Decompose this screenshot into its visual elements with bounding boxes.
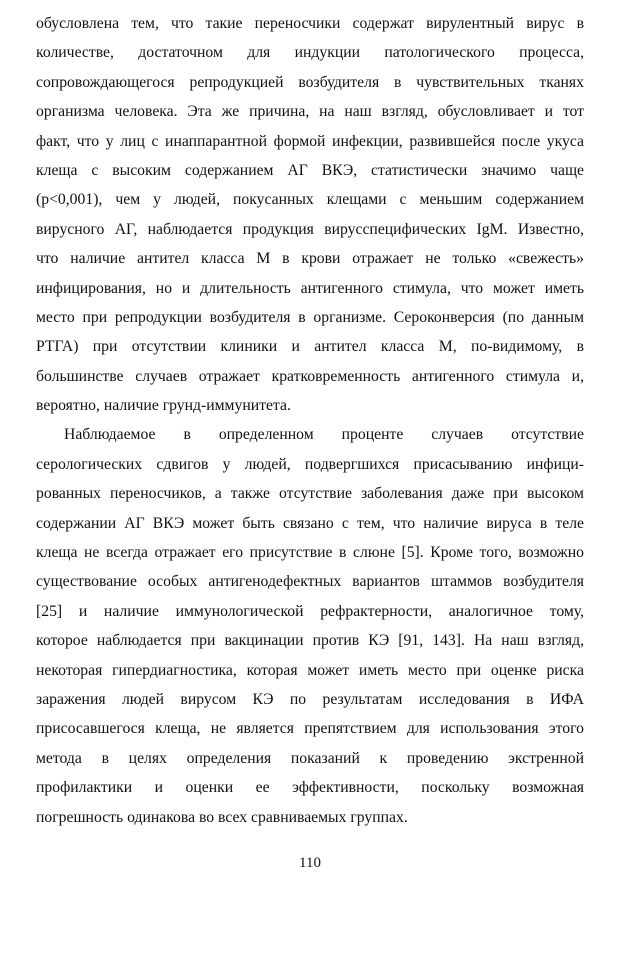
text-line: сопровождающегося репродукцией возбудителя в чувствительных тканях <box>36 73 584 91</box>
text-line: существование особых антигенодефектных вариантов штаммов возбудителя <box>36 573 584 591</box>
paragraph-2 <box>36 420 584 831</box>
text-line: клеща не всегда отражает его присутствие в слюне [5]. Кроме того, возможно <box>36 544 584 562</box>
text-line: присосавшегося клеща, не является препятствием для использования этого <box>36 720 584 738</box>
paragraph-1 <box>36 9 584 420</box>
text-line: содержании АГ ВКЭ может быть связано с тем, что наличие вируса в теле <box>36 514 584 532</box>
text-line: место при репродукции возбудителя в организме. Сероконверсия (по данным <box>36 308 584 326</box>
text-line: которое наблюдается при вакцинации против КЭ [91, 143]. На наш взгляд, <box>36 632 584 650</box>
text-line: некоторая гипердиагностика, которая может иметь место при оценке риска <box>36 661 584 679</box>
text-line: вероятно, наличие грунд-иммунитета. <box>36 397 291 415</box>
text-line: факт, что у лиц с инаппарантной формой инфекции, развившейся после укуса <box>36 132 584 150</box>
page-number: 110 <box>299 855 321 871</box>
text-line: погрешность одинакова во всех сравниваемых группах. <box>36 808 408 826</box>
text-line: РТГА) при отсутствии клиники и антител класса М, по-видимому, в <box>36 338 584 356</box>
text-line: профилактики и оценки ее эффективности, поскольку возможная <box>36 779 584 797</box>
text-line: обусловлена тем, что такие переносчики содержат вирулентный вирус в <box>36 15 584 32</box>
text-line: клеща с высоким содержанием АГ ВКЭ, статистически значимо чаще <box>36 161 584 179</box>
text-line: [25] и наличие иммунологической рефрактерности, аналогичное тому, <box>36 602 584 620</box>
text-line: что наличие антител класса М в крови отражает не только «свежесть» <box>36 250 584 268</box>
text-line: рованных переносчиков, а также отсутствие заболевания даже при высоком <box>36 485 584 503</box>
text-line: организма человека. Эта же причина, на наш взгляд, обусловливает и тот <box>36 103 584 121</box>
text-line: (р<0,001), чем у людей, покусанных клещами с меньшим содержанием <box>36 191 584 209</box>
text-line: метода в целях определения показаний к проведению экстренной <box>36 749 584 767</box>
text-line: инфицирования, но и длительность антигенного стимула, что может иметь <box>36 279 584 297</box>
text-line: большинстве случаев отражает кратковременность антигенного стимула и, <box>36 367 584 385</box>
text-line: Наблюдаемое в определенном проценте случаев отсутствие <box>64 426 584 444</box>
text-line: серологических сдвигов у людей, подвергшихся присасыванию инфици- <box>36 455 584 473</box>
text-line: количестве, достаточном для индукции патологического процесса, <box>36 44 584 62</box>
body-text <box>36 9 584 832</box>
text-line: вирусного АГ, наблюдается продукция вирусспецифических IgM. Известно, <box>36 220 584 238</box>
text-line: заражения людей вирусом КЭ по результатам исследования в ИФА <box>36 690 584 708</box>
